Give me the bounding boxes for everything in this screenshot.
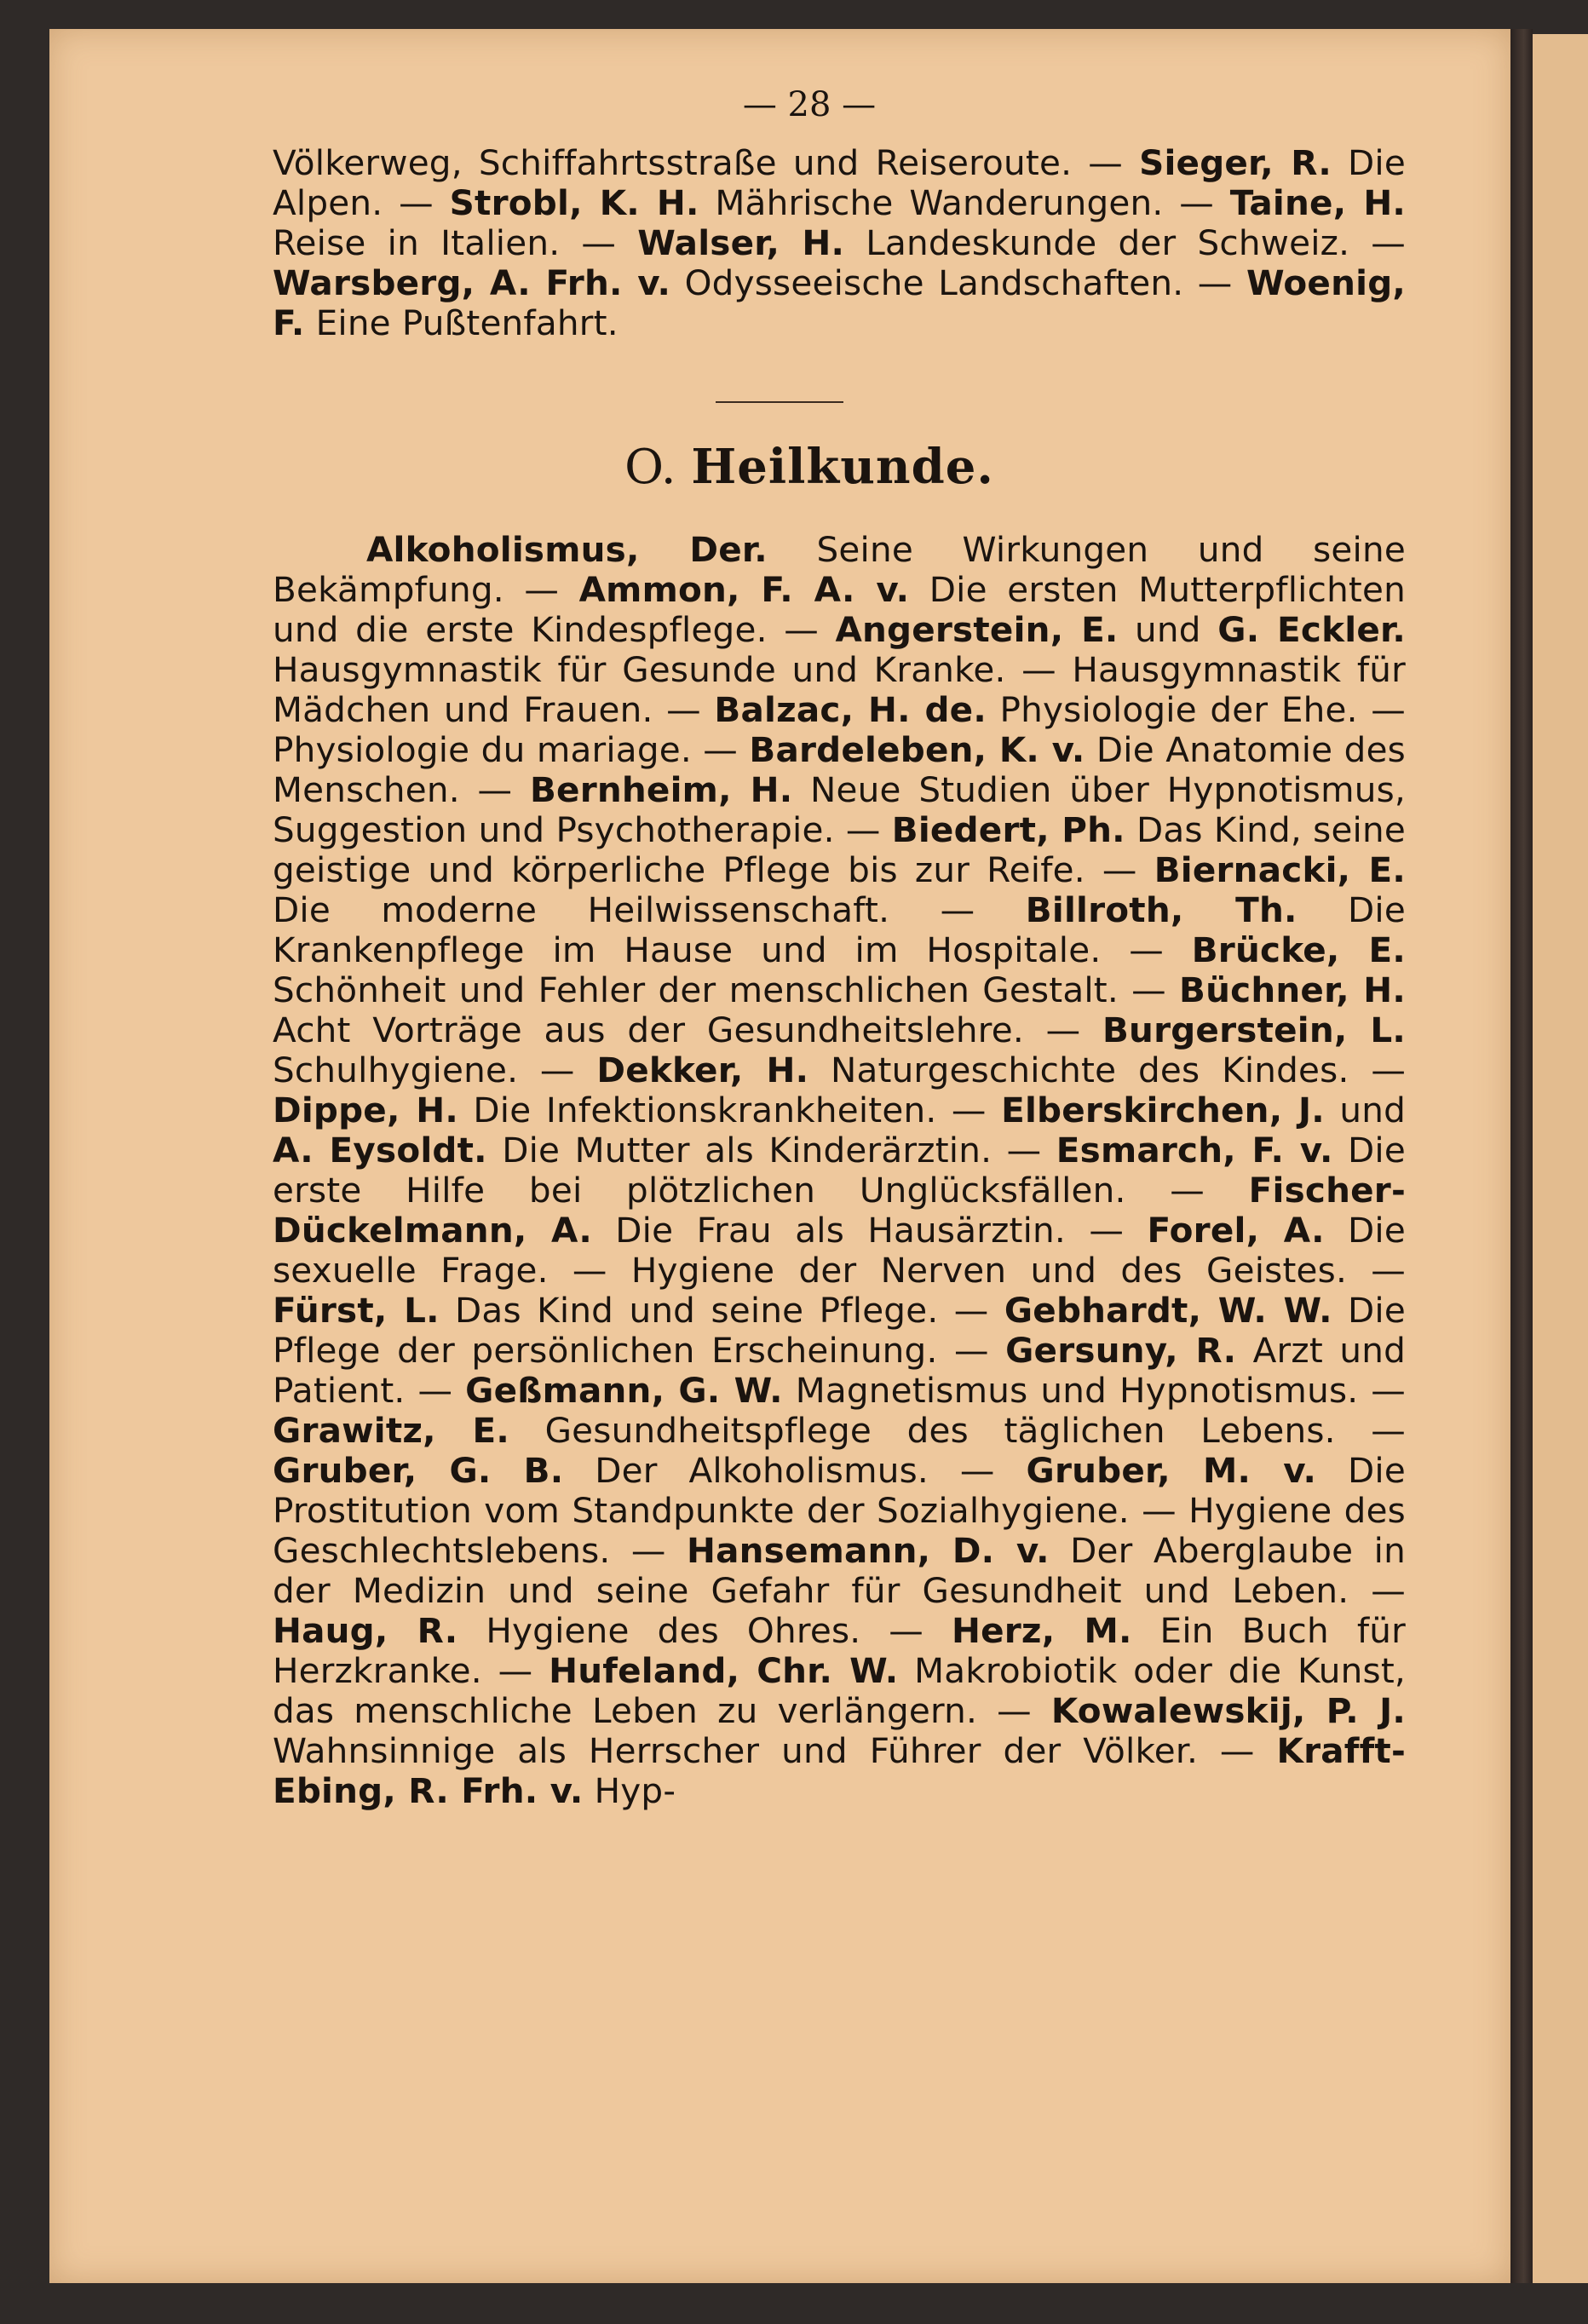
entry-text: Die ersten Mutterpflichten und die erste Kindespflege. —: [273, 569, 1407, 650]
facing-page-edge: [1533, 34, 1588, 2283]
author-name: Haug, R.: [273, 1610, 458, 1651]
entry-text: Schulhygiene. —: [273, 1050, 597, 1090]
entry-text: Hygiene des Ohres. —: [457, 1610, 952, 1651]
section-title: Heilkunde.: [691, 439, 994, 495]
author-name: Gruber, M. v.: [1026, 1450, 1317, 1491]
author-name: Billroth, Th.: [1025, 889, 1297, 930]
entry-text: Der Aberglaube in der Medizin und seine Gefahr für Gesundheit und Leben. —: [273, 1530, 1406, 1611]
author-name: Ammon, F. A. v.: [578, 569, 910, 610]
author-name: Büchner, H.: [1179, 969, 1406, 1010]
entry-text: Magnetismus und Hypnotismus. —: [782, 1370, 1406, 1411]
entry-text: Die Alpen. —: [273, 142, 1406, 223]
author-name: Gruber, G. B.: [273, 1450, 564, 1491]
author-name: Bernheim, H.: [529, 769, 793, 810]
author-name: Burgerstein, L.: [1102, 1010, 1406, 1050]
author-name: Biedert, Ph.: [891, 809, 1125, 850]
author-name: Balzac, H. de.: [714, 689, 987, 730]
entry-text: Naturgeschichte des Kindes. —: [808, 1050, 1407, 1090]
author-name: Taine, H.: [1229, 182, 1407, 223]
entry-text: Das Kind und seine Pflege. —: [439, 1290, 1004, 1331]
author-name: A. Eysoldt.: [273, 1130, 487, 1171]
entry-text: Odysseeische Landschaften. —: [670, 262, 1246, 303]
author-name: Geßmann, G. W.: [465, 1370, 783, 1411]
author-name: Bardeleben, K. v.: [749, 729, 1085, 770]
entry-text: Die Infektionskrankheiten. —: [457, 1090, 1002, 1130]
author-name: G. Eckler.: [1217, 609, 1406, 650]
page-number: — 28 —: [742, 85, 877, 124]
entry-text: Acht Vorträge aus der Gesundheitslehre. —: [273, 1010, 1102, 1050]
author-name: Sieger, R.: [1139, 142, 1332, 183]
entry-text: Schönheit und Fehler der menschlichen Gestalt. —: [273, 969, 1180, 1010]
entry-text: Hausgymnastik für Gesunde und Kranke. — Hausgymnastik für Mädchen und Frauen. —: [273, 649, 1406, 730]
entry-text: Mährische Wanderungen. —: [699, 182, 1230, 223]
author-name: Alkoholismus, Der.: [366, 529, 768, 570]
entry-text: und: [1118, 609, 1218, 650]
section-divider: [716, 401, 843, 403]
entry-text: Gesundheitspflege des täglichen Lebens. —: [509, 1410, 1406, 1451]
entry-text: Die Anatomie des Menschen. —: [273, 729, 1406, 810]
entry-text: Makrobiotik oder die Kunst, das menschliche Leben zu verlängern. —: [273, 1650, 1406, 1731]
author-name: Esmarch, F. v.: [1056, 1130, 1333, 1171]
author-name: Warsberg, A. Frh. v.: [273, 262, 671, 303]
entry-text: Neue Studien über Hypnotismus, Suggestion und Psychotherapie. —: [273, 769, 1406, 850]
author-name: Strobl, K. H.: [449, 182, 699, 223]
entry-text: Die Pflege der persönlichen Erscheinung. —: [273, 1290, 1406, 1371]
author-name: Fischer-Dückelmann, A.: [273, 1170, 1406, 1251]
author-name: Gebhardt, W. W.: [1004, 1290, 1332, 1331]
author-name: Krafft-Ebing, R. Frh. v.: [273, 1730, 1406, 1811]
entry-text: Seine Wirkungen und seine Bekämpfung. —: [273, 529, 1406, 610]
author-name: Gersuny, R.: [1005, 1330, 1237, 1371]
entry-text: Die Krankenpflege im Hause und im Hospitale. —: [273, 889, 1407, 970]
entry-text: Eine Pußtenfahrt.: [304, 302, 619, 343]
page-content: [273, 75, 1406, 1811]
entry-text: Das Kind, seine geistige und körperliche Pflege bis zur Reife. —: [273, 809, 1406, 890]
author-name: Fürst, L.: [273, 1290, 440, 1331]
author-name: Forel, A.: [1147, 1210, 1325, 1251]
author-name: Dekker, H.: [596, 1050, 809, 1090]
author-name: Angerstein, E.: [835, 609, 1119, 650]
author-name: Hansemann, D. v.: [686, 1530, 1050, 1571]
author-name: Herz, M.: [951, 1610, 1132, 1651]
book-spine: [1510, 29, 1533, 2283]
author-name: Walser, H.: [637, 222, 845, 263]
entry-text: Physiologie der Ehe. — Physiologie du mariage. —: [273, 689, 1406, 770]
entry-text: Ein Buch für Herzkranke. —: [273, 1610, 1406, 1691]
section-heading: [213, 437, 1406, 498]
author-name: Woenig, F.: [273, 262, 1406, 343]
entry-text: Reise in Italien. —: [273, 222, 638, 263]
entry-text: Der Alkoholismus. —: [563, 1450, 1027, 1491]
author-name: Hufeland, Chr. W.: [549, 1650, 899, 1691]
entry-text: Die sexuelle Frage. — Hygiene der Nerven und des Geistes. —: [273, 1210, 1406, 1291]
entry-text: Die erste Hilfe bei plötzlichen Unglücksfällen. —: [273, 1130, 1406, 1211]
intro-paragraph: [273, 143, 1406, 343]
entry-text: Hyp-: [583, 1770, 676, 1811]
entry-text: Völkerweg, Schiffahrtsstraße und Reiseroute. —: [273, 142, 1140, 183]
entry-text: Die Frau als Hausärztin. —: [591, 1210, 1148, 1251]
entry-text: Wahnsinnige als Herrscher und Führer der Völker. —: [273, 1730, 1277, 1771]
author-name: Biernacki, E.: [1154, 849, 1406, 890]
main-paragraph: [273, 530, 1406, 1811]
entry-text: Landeskunde der Schweiz. —: [844, 222, 1407, 263]
author-name: Kowalewskij, P. J.: [1050, 1690, 1406, 1731]
section-letter: O.: [624, 440, 676, 495]
entry-text: Die Prostitution vom Standpunkte der Sozialhygiene. — Hygiene des Geschlechtslebens. —: [273, 1450, 1406, 1571]
author-name: Elberskirchen, J.: [1001, 1090, 1325, 1130]
author-name: Brücke, E.: [1191, 929, 1406, 970]
entry-text: und: [1324, 1090, 1407, 1130]
author-name: Dippe, H.: [273, 1090, 458, 1130]
entry-text: Die moderne Heilwissenschaft. —: [273, 889, 1026, 930]
entry-text: Arzt und Patient. —: [273, 1330, 1406, 1411]
entry-text: Die Mutter als Kinderärztin. —: [486, 1130, 1056, 1171]
author-name: Grawitz, E.: [273, 1410, 510, 1451]
